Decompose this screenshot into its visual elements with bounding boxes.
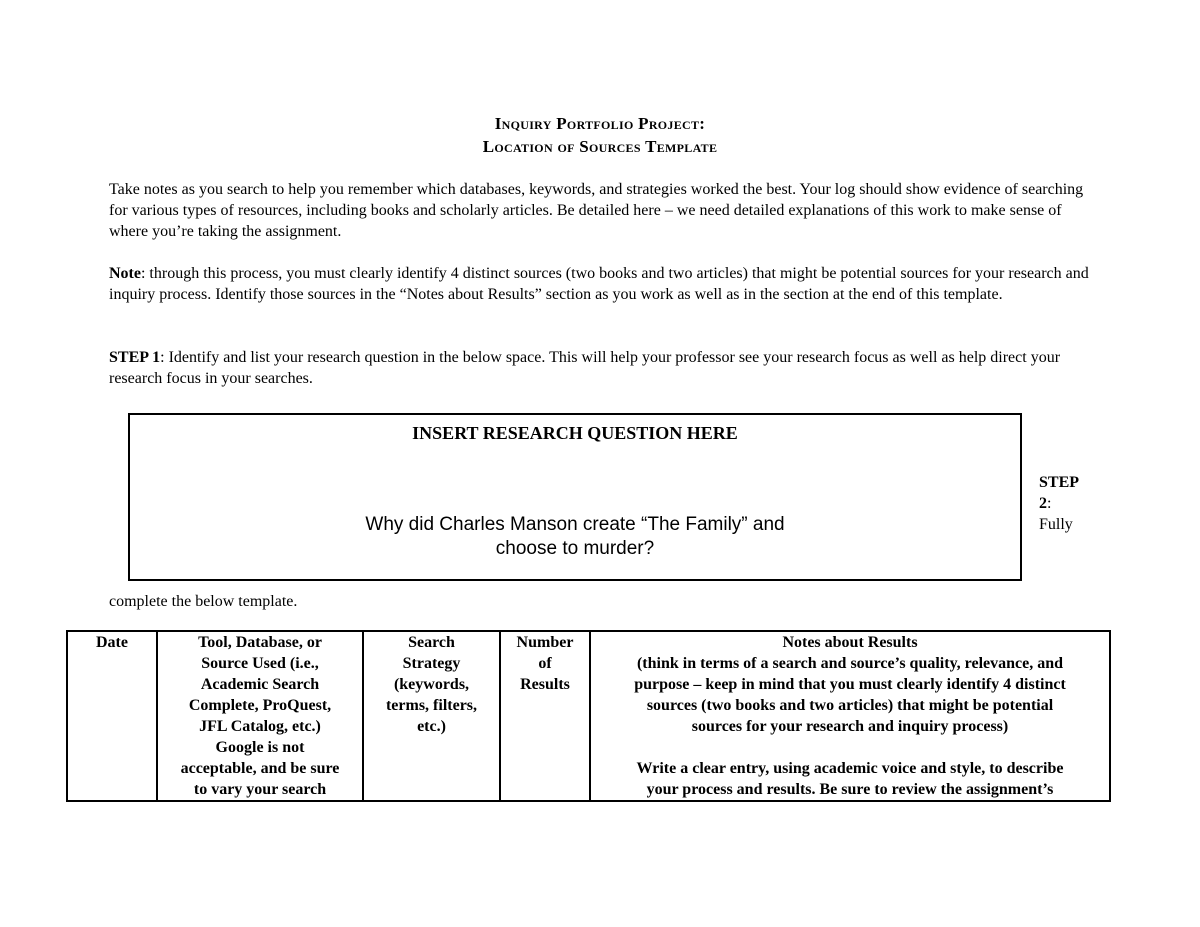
note-paragraph: [109, 263, 1099, 305]
header-tool-line: Academic Search: [200, 676, 320, 693]
header-notes-line: sources (two books and two articles) that might be potential: [646, 697, 1054, 714]
step1-text: : Identify and list your research question in the below space. This will help your professor see your research focus as well as help direct your research focus in your searches.: [109, 349, 1061, 387]
step2-colon: :: [1047, 495, 1052, 512]
header-strategy: [363, 631, 500, 801]
research-question-line-1: Why did Charles Manson create “The Family” and: [365, 514, 785, 535]
header-strategy-line: Search: [408, 634, 455, 651]
header-strategy-line: terms, filters,: [385, 697, 478, 714]
header-notes-line: your process and results. Be sure to review the assignment’s: [646, 781, 1054, 798]
step2-label: [1039, 472, 1099, 535]
header-tool-line: Source Used (i.e.,: [201, 655, 319, 672]
header-tool-line: acceptable, and be sure: [180, 760, 340, 777]
research-question-heading: INSERT RESEARCH QUESTION HERE: [412, 423, 738, 443]
document-title: [0, 112, 1200, 158]
header-number-line: Number: [516, 634, 574, 651]
table-header-row: [67, 631, 1110, 801]
header-tool-line: Complete, ProQuest,: [188, 697, 332, 714]
note-label: Note: [109, 265, 141, 282]
title-line-1: Inquiry Portfolio Project:: [494, 114, 706, 133]
header-notes: [590, 631, 1110, 801]
header-number-line: Results: [520, 676, 570, 693]
header-number-line: of: [538, 655, 552, 672]
header-date: [67, 631, 157, 801]
step2-label-b: 2: [1039, 495, 1047, 512]
header-tool-line: Google is not: [215, 739, 305, 756]
header-tool-line: JFL Catalog, etc.): [199, 718, 321, 735]
step2-text-part1: Fully: [1039, 516, 1073, 533]
header-date-label: Date: [96, 634, 128, 651]
research-question-line-2: choose to murder?: [495, 538, 655, 559]
header-number: [500, 631, 590, 801]
header-tool-line: Tool, Database, or: [198, 634, 322, 651]
header-strategy-line: Strategy: [402, 655, 461, 672]
intro-paragraph: Take notes as you search to help you remember which databases, keywords, and strategies worked the best. Your log should show evidence of searching for various types of resources, including books and scholarly articles. Be detailed here – we need detailed explanations of this work to make sense of where you’re taking the assignment.: [109, 181, 1084, 240]
header-tool-line: to vary your search: [193, 781, 327, 798]
header-strategy-line: (keywords,: [393, 676, 470, 693]
step1-paragraph: [109, 347, 1099, 389]
research-question-box[interactable]: [128, 413, 1022, 581]
note-text: : through this process, you must clearly identify 4 distinct sources (two books and two articles) that might be potential sources for your research and inquiry process. Identify those sources in the “Notes about Results” section as you work as well as in the section at the end of this template.: [109, 265, 1089, 303]
sources-log-table: [66, 630, 1111, 802]
header-notes-line: sources for your research and inquiry process): [691, 718, 1009, 735]
header-notes-line: purpose – keep in mind that you must clearly identify 4 distinct: [634, 676, 1066, 693]
step1-label: STEP 1: [109, 349, 161, 366]
step2-label-a: STEP: [1039, 474, 1080, 491]
title-line-2: Location of Sources Template: [482, 137, 718, 156]
header-strategy-line: etc.): [417, 718, 446, 735]
header-notes-line: (think in terms of a search and source’s quality, relevance, and: [636, 655, 1064, 672]
header-tool: [157, 631, 363, 801]
step2-continuation: complete the below template.: [109, 593, 298, 610]
header-notes-line: Write a clear entry, using academic voice and style, to describe: [636, 760, 1064, 777]
header-notes-line: Notes about Results: [782, 634, 918, 651]
research-question-text[interactable]: [130, 513, 1020, 561]
